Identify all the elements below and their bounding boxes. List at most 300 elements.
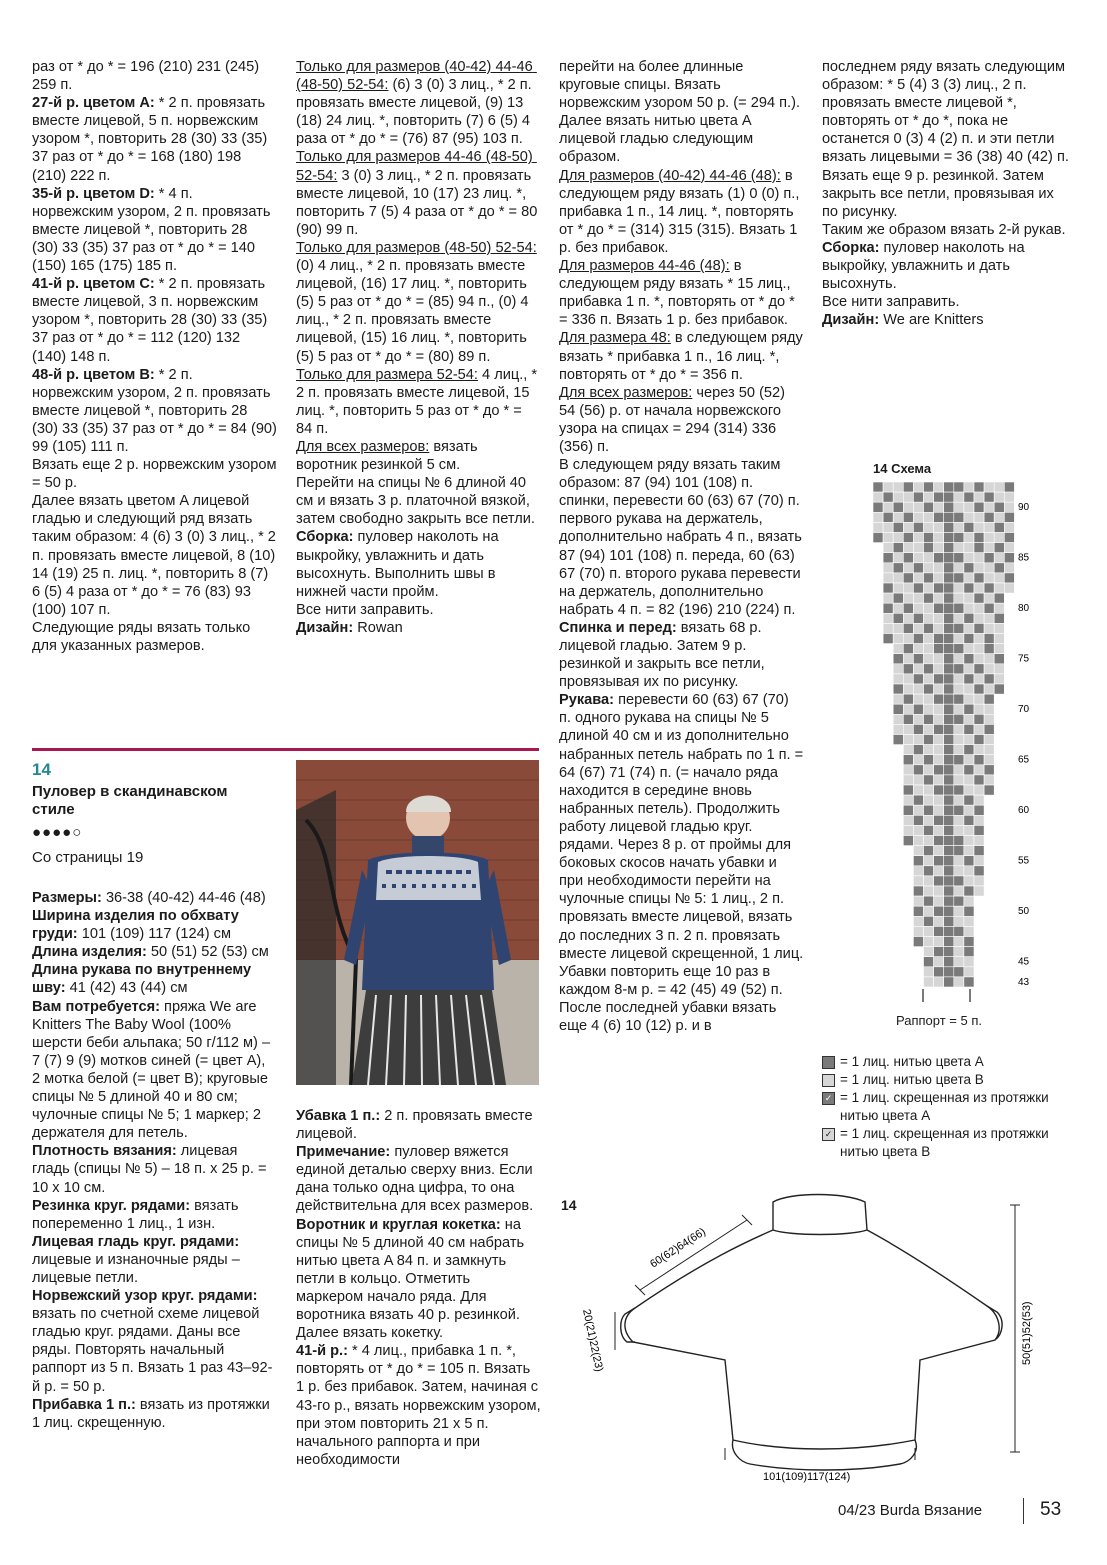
chart-cell — [994, 603, 1004, 613]
chart-cell — [994, 634, 1004, 644]
chart-cell — [964, 613, 974, 623]
schema-title: 14 Схема — [873, 461, 932, 476]
chart-cell — [1004, 533, 1014, 543]
chart-cell — [974, 755, 984, 765]
chart-cell — [903, 714, 913, 724]
chart-cell — [954, 896, 964, 906]
chart-cell — [964, 947, 974, 957]
chart-cell — [934, 694, 944, 704]
chart-cell — [903, 836, 913, 846]
chart-cell — [903, 563, 913, 573]
chart-cell — [903, 644, 913, 654]
magazine: Burda Вязание — [879, 1502, 983, 1519]
chart-cell — [883, 543, 893, 553]
chart-cell — [913, 623, 923, 633]
chart-cell — [984, 775, 994, 785]
chart-cell — [984, 684, 994, 694]
chart-cell — [944, 886, 954, 896]
chart-cell — [913, 492, 923, 502]
chart-cell — [974, 512, 984, 522]
chart-cell — [924, 967, 934, 977]
norwegian-label: Норвежский узор круг. рядами: — [32, 1288, 258, 1305]
chart-cell — [903, 664, 913, 674]
chart-cell — [974, 563, 984, 573]
chart-cell — [944, 502, 954, 512]
chart-cell — [934, 654, 944, 664]
knitting-chart — [868, 482, 1038, 1002]
sleeve-dimension: 60(62)64(66) — [648, 1225, 708, 1271]
chart-cell — [924, 836, 934, 846]
chart-cell — [984, 735, 994, 745]
chart-cell — [954, 785, 964, 795]
row-41-text: * 2 п. провязать вместе лицевой, 3 п. норвежским узором *, повторить 28 (30) 33 (35) 37 раз от * до * = 112 (120) 132 (140) 148 п. — [32, 276, 272, 365]
row-35-text: * 4 п. норвежским узором, 2 п. провязать вместе лицевой *, повторить 28 (30) 33 (35) 37 раз от * до * = 140 (150) 165 (175) 185 п. — [32, 185, 275, 275]
row-41-label: 41-й р.: — [296, 1343, 348, 1360]
issue: 04/23 — [838, 1502, 876, 1519]
chart-cell — [893, 684, 903, 694]
row-label: 90 — [1018, 502, 1030, 514]
chart-cell — [893, 563, 903, 573]
chart-cell — [944, 815, 954, 825]
chart-cell — [924, 977, 934, 987]
chart-cell — [913, 543, 923, 553]
chart-cell — [964, 906, 974, 916]
chart-cell — [944, 937, 954, 947]
chart-cell — [954, 836, 964, 846]
chart-cell — [944, 724, 954, 734]
chart-cell — [913, 694, 923, 704]
chart-cell — [903, 765, 913, 775]
chart-cell — [944, 492, 954, 502]
chart-cell — [924, 684, 934, 694]
chart-cell — [1004, 502, 1014, 512]
chart-cell — [944, 805, 954, 815]
assembly-label: Сборка: — [296, 529, 354, 546]
chart-cell — [964, 775, 974, 785]
chart-cell — [944, 866, 954, 876]
chart-cell — [883, 492, 893, 502]
chart-cell — [883, 522, 893, 532]
chart-cell — [974, 714, 984, 724]
chart-cell — [954, 815, 964, 825]
chart-cell — [984, 694, 994, 704]
paragraph: В следующем ряду вязать таким образом: 87 (94) 101 (108) п. спинки, перевести 60 (63) 67 (70) п. первого рукава на держатель, дополнительно набрать 4 п., вязать 87 (94) 101 (108) п. переда, 60 (63) 67 (70) п. второго рукава перевести на держатель, дополнительно набрать 4 п. = 82 (196) 210 (224) п. — [559, 457, 806, 618]
chart-cell — [984, 785, 994, 795]
legend-text: = 1 лиц. скрещенная из протяжки нитью цвета A — [840, 1090, 1049, 1124]
chart-cell — [954, 644, 964, 654]
sleeve-length-text: 41 (42) 43 (44) см — [65, 980, 188, 997]
chart-cell — [964, 563, 974, 573]
instruction: в следующем ряду вязать * 15 лиц., прибавка 1 п. *, повторять от * до * = 336 п. Вязать 1 р. без прибавок. — [559, 258, 799, 329]
chart-cell — [954, 674, 964, 684]
paragraph: Таким же образом вязать 2-й рукав. — [822, 221, 1066, 238]
row-label: 65 — [1018, 754, 1030, 766]
chart-cell — [944, 785, 954, 795]
chart-cell — [934, 613, 944, 623]
chart-cell — [954, 714, 964, 724]
chart-cell — [934, 937, 944, 947]
chart-cell — [974, 724, 984, 734]
chart-cell — [964, 664, 974, 674]
chart-cell — [934, 926, 944, 936]
chart-cell — [964, 815, 974, 825]
chart-cell — [974, 573, 984, 583]
footer — [838, 1502, 982, 1519]
chart-cell — [954, 543, 964, 553]
chart-cell — [934, 785, 944, 795]
chart-cell — [964, 553, 974, 563]
chart-cell — [984, 634, 994, 644]
chart-cell — [984, 765, 994, 775]
chart-cell — [913, 815, 923, 825]
chart-cell — [903, 512, 913, 522]
chart-cell — [934, 755, 944, 765]
chart-cell — [974, 533, 984, 543]
chart-cell — [913, 654, 923, 664]
paragraph: последнем ряду вязать следующим образом: * 5 (4) 3 (3) лиц., 2 п. провязать вместе лицевой *, повторять от * до *, пока не останется 0 (3) 4 (2) п. и эти петли вязать лицевыми = 36 (38) 40 (42) п. — [822, 59, 1070, 166]
chart-cell — [883, 553, 893, 563]
chart-cell — [964, 492, 974, 502]
chart-cell — [964, 533, 974, 543]
chart-cell — [903, 613, 913, 623]
chart-cell — [944, 533, 954, 543]
legend-item — [822, 1053, 1082, 1071]
chart-cell — [924, 533, 934, 543]
chart-cell — [954, 623, 964, 633]
chart-cell — [873, 492, 883, 502]
chart-cell — [964, 593, 974, 603]
chart-cell — [944, 634, 954, 644]
chart-cell — [964, 623, 974, 633]
chart-cell — [954, 724, 964, 734]
chart-cell — [903, 684, 913, 694]
chart-cell — [913, 916, 923, 926]
chart-cell — [964, 674, 974, 684]
chart-cell — [934, 593, 944, 603]
chart-cell — [924, 553, 934, 563]
chart-cell — [954, 603, 964, 613]
chart-cell — [924, 906, 934, 916]
increase-text: вязать из протяжки 1 лиц. скрещенную. — [32, 1396, 274, 1431]
chart-cell — [954, 866, 964, 876]
chart-cell — [974, 785, 984, 795]
chart-cell — [903, 502, 913, 512]
chart-cell — [974, 674, 984, 684]
chart-cell — [944, 755, 954, 765]
chart-cell — [934, 866, 944, 876]
chart-cell — [944, 896, 954, 906]
chart-cell — [913, 846, 923, 856]
chart-cell — [934, 603, 944, 613]
chart-cell — [994, 583, 1004, 593]
chart-cell — [913, 926, 923, 936]
chart-cell — [954, 694, 964, 704]
chart-cell — [974, 492, 984, 502]
chart-cell — [954, 634, 964, 644]
chart-cell — [994, 502, 1004, 512]
chart-cell — [964, 522, 974, 532]
chart-cell — [913, 522, 923, 532]
chart-cell — [883, 593, 893, 603]
instruction: через 50 (52) 54 (56) р. от начала норвежского узора на спицах = 294 (314) 336 (356) п. — [559, 384, 790, 455]
instruction: в следующем ряду вязать * прибавка 1 п., 16 лиц. *, повторять от * до * = 356 п. — [559, 330, 807, 383]
chart-cell — [913, 825, 923, 835]
chart-cell — [954, 926, 964, 936]
chart-cell — [984, 613, 994, 623]
chart-cell — [944, 593, 954, 603]
chart-cell — [893, 543, 903, 553]
chart-cell — [913, 906, 923, 916]
chart-cell — [974, 583, 984, 593]
legend-text: = 1 лиц. нитью цвета B — [840, 1072, 984, 1088]
chart-cell — [994, 492, 1004, 502]
instruction: (6) 3 (0) 3 лиц., * 2 п. провязать вместе лицевой, (9) 13 (18) 24 лиц. *, повторить (7) 6 (5) 4 раза от * до * = (76) 87 (95) 103 п. — [296, 77, 536, 148]
chart-cell — [903, 825, 913, 835]
chart-cell — [934, 714, 944, 724]
chart-cell — [994, 553, 1004, 563]
chart-cell — [994, 573, 1004, 583]
chart-cell — [934, 745, 944, 755]
chart-cell — [913, 745, 923, 755]
size-heading: Для размеров 44-46 (48): — [559, 258, 730, 275]
chart-cell — [984, 522, 994, 532]
legend-item — [822, 1089, 1082, 1125]
chart-cell — [944, 825, 954, 835]
chart-cell — [994, 533, 1004, 543]
chart-cell — [994, 593, 1004, 603]
chart-cell — [913, 785, 923, 795]
chart-cell — [934, 684, 944, 694]
chart-cell — [944, 846, 954, 856]
instruction: 3 (0) 3 лиц., * 2 п. провязать вместе лицевой, 10 (17) 23 лиц. *, повторить 7 (5) 4 раза от * до * = 80 (90) 99 п. — [296, 167, 542, 238]
chart-cell — [964, 654, 974, 664]
chart-cell — [934, 916, 944, 926]
chart-cell — [974, 593, 984, 603]
chart-cell — [883, 613, 893, 623]
chart-cell — [924, 795, 934, 805]
chart-cell — [944, 704, 954, 714]
chart-cell — [954, 613, 964, 623]
chart-cell — [974, 765, 984, 775]
chart-cell — [944, 714, 954, 724]
chart-cell — [873, 533, 883, 543]
chart-cell — [913, 704, 923, 714]
chart-cell — [984, 482, 994, 492]
chart-cell — [913, 482, 923, 492]
chart-cell — [974, 634, 984, 644]
chart-cell — [934, 967, 944, 977]
materials-label: Вам потребуется: — [32, 998, 160, 1015]
chart-cell — [893, 603, 903, 613]
chart-cell — [883, 512, 893, 522]
chart-cell — [913, 775, 923, 785]
chart-cell — [964, 543, 974, 553]
footer-divider — [1023, 1498, 1024, 1524]
chart-cell — [913, 795, 923, 805]
chart-cell — [913, 684, 923, 694]
chart-cell — [994, 482, 1004, 492]
back-front-label: Спинка и перед: — [559, 619, 677, 636]
chart-cell — [984, 512, 994, 522]
chart-cell — [974, 805, 984, 815]
chart-cell — [913, 613, 923, 623]
chart-cell — [913, 674, 923, 684]
chart-cell — [924, 866, 934, 876]
article-number: 14 — [32, 760, 51, 779]
chart-cell — [944, 977, 954, 987]
row-27-text: * 2 п. провязать вместе лицевой, 5 п. норвежским узором *, повторить 28 (30) 33 (35) 37 раз от * до * = 168 (180) 198 (210) 222 п. — [32, 95, 272, 184]
chart-cell — [913, 866, 923, 876]
row-label: 50 — [1018, 906, 1030, 918]
increase-label: Прибавка 1 п.: — [32, 1396, 136, 1413]
chart-cell — [954, 775, 964, 785]
paragraph: Вязать еще 2 р. норвежским узором = 50 р. — [32, 457, 281, 492]
chart-cell — [954, 482, 964, 492]
cuff-dimension: 20(21)22(23) — [580, 1308, 606, 1373]
chart-cell — [924, 947, 934, 957]
chart-cell — [954, 916, 964, 926]
chart-cell — [924, 714, 934, 724]
chart-cell — [934, 846, 944, 856]
chart-cell — [944, 522, 954, 532]
chart-cell — [893, 644, 903, 654]
chart-cell — [903, 482, 913, 492]
chart-cell — [1004, 492, 1014, 502]
sizes-label: Размеры: — [32, 890, 102, 906]
chart-cell — [934, 623, 944, 633]
paragraph: Следующие ряды вязать только для указанных размеров. — [32, 619, 255, 654]
chart-cell — [913, 573, 923, 583]
chart-cell — [934, 765, 944, 775]
chart-cell — [913, 603, 923, 613]
paragraph: Далее вязать цветом A лицевой гладью и следующий ряд вязать таким образом: 4 (6) 3 (0) 3 лиц., * 2 п. провязать вместе лицевой, 8 (10) 14 (19) 25 п. лиц. *, повторить 8 (7) 6 (5) 4 раза от * до * = 76 (83) 93 (100) 107 п. — [32, 493, 280, 618]
chart-cell — [934, 492, 944, 502]
chart-cell — [934, 553, 944, 563]
chart-cell — [903, 805, 913, 815]
column-4 — [822, 58, 1072, 329]
chart-cell — [893, 573, 903, 583]
chart-cell — [934, 573, 944, 583]
chart-cell — [984, 502, 994, 512]
chart-cell — [994, 664, 1004, 674]
collar-label: Воротник и круглая кокетка: — [296, 1216, 501, 1233]
chart-cell — [964, 573, 974, 583]
row-label: 85 — [1018, 552, 1030, 564]
row-label: 80 — [1018, 603, 1030, 615]
chart-cell — [913, 735, 923, 745]
chart-cell — [924, 765, 934, 775]
chart-cell — [944, 623, 954, 633]
size-heading: Только для размера 52-54: — [296, 366, 478, 383]
chart-cell — [944, 775, 954, 785]
chart-cell — [883, 634, 893, 644]
instruction: 4 лиц., * 2 п. провязать вместе лицевой, 15 лиц. *, повторить 5 раз от * до * = 84 п. — [296, 366, 542, 437]
chart-cell — [974, 825, 984, 835]
chart-cell — [954, 563, 964, 573]
chart-cell — [913, 664, 923, 674]
row-35-label: 35-й р. цветом D: — [32, 185, 155, 202]
chart-cell — [954, 906, 964, 916]
chart-cell — [913, 533, 923, 543]
chart-cell — [934, 906, 944, 916]
chart-cell — [934, 724, 944, 734]
chart-cell — [924, 613, 934, 623]
chart-cell — [924, 512, 934, 522]
chart-cell — [964, 805, 974, 815]
design-label: Дизайн: — [822, 312, 880, 329]
chart-cell — [974, 745, 984, 755]
chart-cell — [913, 836, 923, 846]
chart-cell — [903, 815, 913, 825]
row-label: 70 — [1018, 704, 1030, 716]
chart-cell — [893, 634, 903, 644]
chart-cell — [1004, 512, 1014, 522]
stockinette-text: лицевые и изнаночные ряды – лицевые петли. — [32, 1233, 244, 1286]
chart-cell — [924, 937, 934, 947]
chart-cell — [964, 916, 974, 926]
chart-cell — [964, 502, 974, 512]
chart-cell — [964, 634, 974, 644]
chart-cell — [924, 886, 934, 896]
chart-cell — [964, 856, 974, 866]
size-heading: Только для размеров 44-46 (48-50) 52-54: — [296, 149, 537, 184]
chart-cell — [903, 674, 913, 684]
model-photo — [296, 760, 539, 1085]
chart-cell — [984, 603, 994, 613]
paragraph: Перейти на спицы № 6 длиной 40 см и вязать 3 р. платочной вязкой, затем свободно закрыть все петли. — [296, 475, 535, 528]
chart-cell — [954, 512, 964, 522]
length-label: Длина изделия: — [32, 944, 147, 961]
row-label: 75 — [1018, 653, 1030, 665]
chart-cell — [903, 634, 913, 644]
chart-cell — [984, 714, 994, 724]
column-3 — [559, 58, 808, 1035]
chart-cell — [924, 593, 934, 603]
chart-legend — [822, 1053, 1082, 1162]
chart-cell — [984, 654, 994, 664]
legend-item — [822, 1125, 1082, 1161]
chart-cell — [974, 603, 984, 613]
size-heading: Для всех размеров: — [296, 438, 430, 455]
density-label: Плотность вязания: — [32, 1143, 177, 1160]
chart-cell — [883, 563, 893, 573]
chart-cell — [974, 876, 984, 886]
chart-cell — [893, 714, 903, 724]
chart-cell — [924, 755, 934, 765]
chart-cell — [903, 553, 913, 563]
chart-cell — [974, 613, 984, 623]
chart-cell — [893, 674, 903, 684]
chart-cell — [954, 886, 964, 896]
chart-cell — [954, 805, 964, 815]
chart-cell — [944, 573, 954, 583]
chart-cell — [964, 836, 974, 846]
chart-cell — [913, 724, 923, 734]
chart-cell — [883, 533, 893, 543]
chart-cell — [974, 735, 984, 745]
assembly-text: пуловер наколоть на выкройку, увлажнить и дать высохнуть. Выполнить швы в нижней части пройм. — [296, 529, 503, 600]
chart-cell — [954, 583, 964, 593]
chart-cell — [944, 512, 954, 522]
row-27 — [32, 94, 277, 184]
chart-cell — [1004, 553, 1014, 563]
difficulty-rating: ●●●●○ — [32, 824, 83, 841]
chart-cell — [903, 603, 913, 613]
chart-cell — [924, 623, 934, 633]
chart-cell — [974, 836, 984, 846]
chart-cell — [944, 765, 954, 775]
chart-cell — [924, 926, 934, 936]
